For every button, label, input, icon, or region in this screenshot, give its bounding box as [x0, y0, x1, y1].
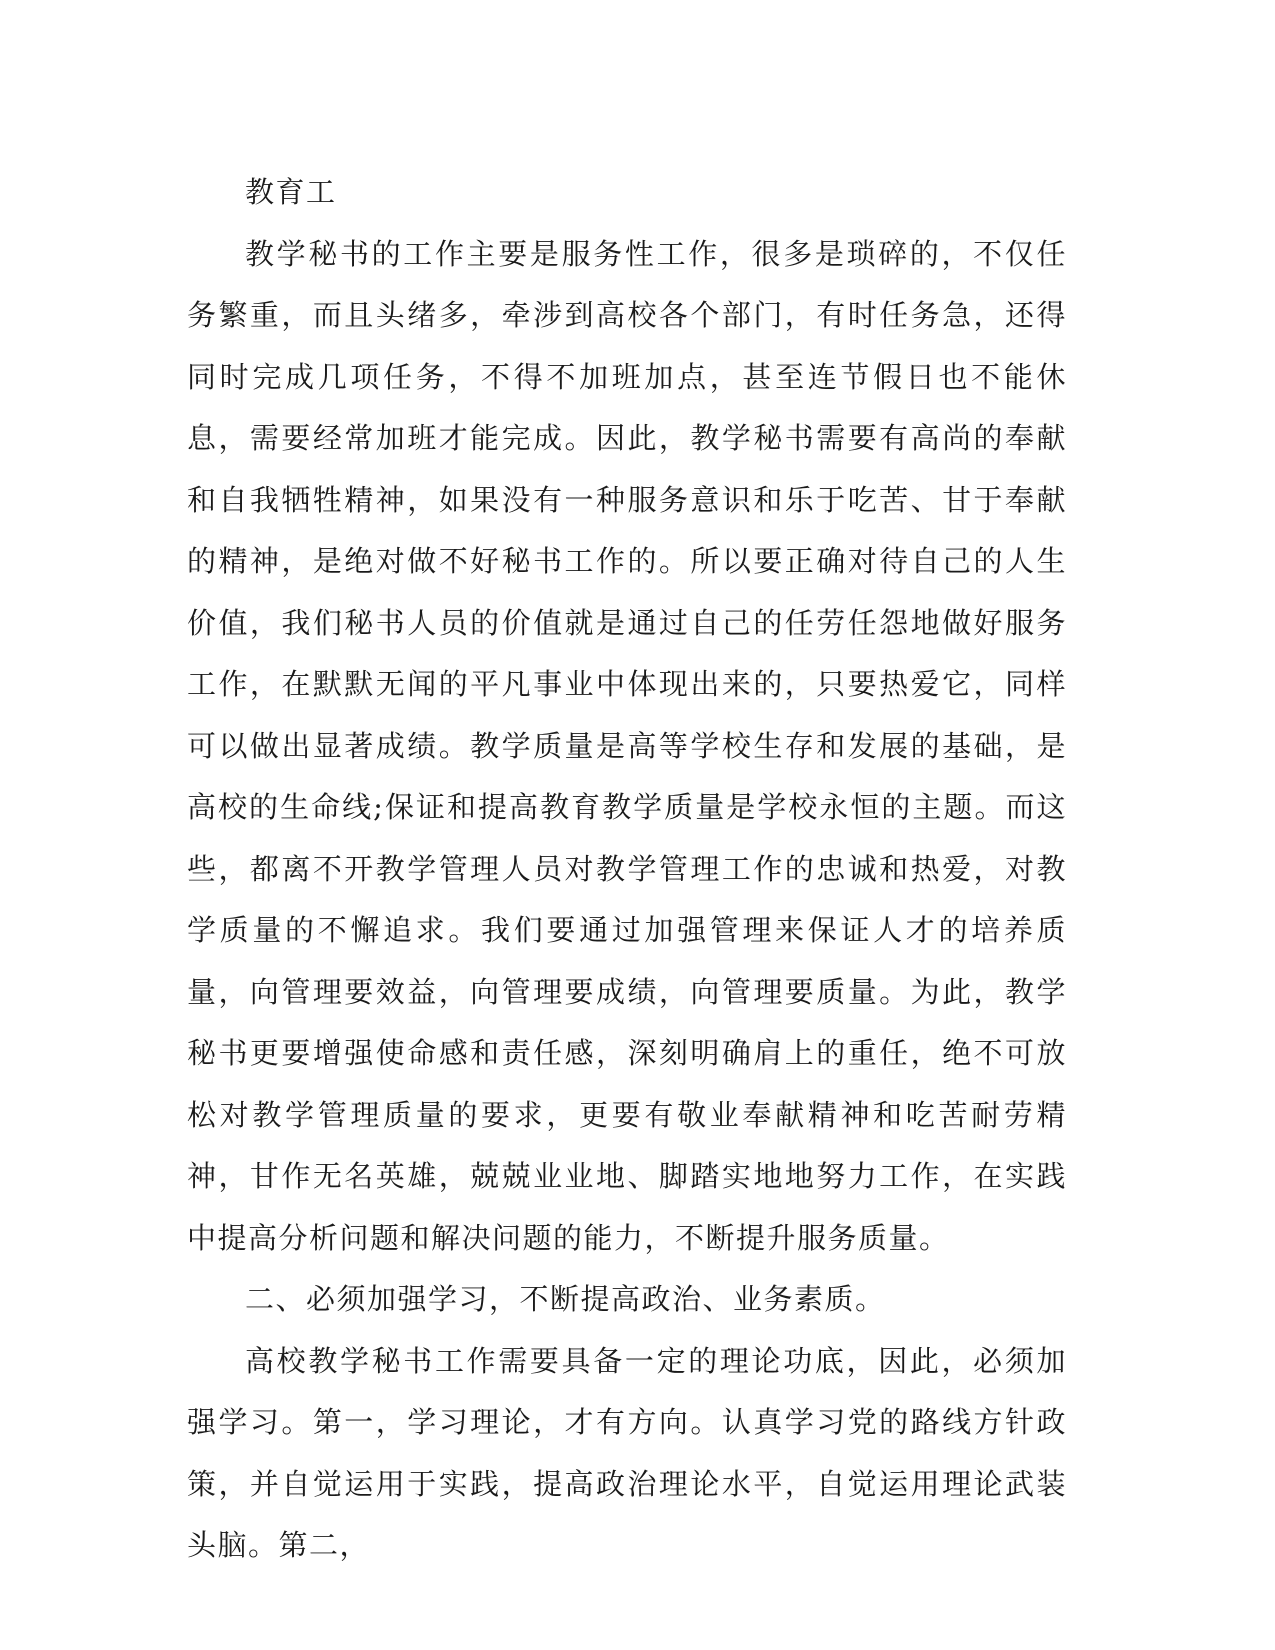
paragraph-heading-fragment: 教育工	[245, 175, 337, 209]
document-body	[187, 162, 1067, 1577]
section-heading-study: 二、必须加强学习，不断提高政治、业务素质。	[245, 1282, 886, 1316]
paragraph-study-theory: 高校教学秘书工作需要具备一定的理论功底，因此，必须加强学习。第一，学习理论，才有方向。认真学习党的路线方针政策，并自觉运用于实践，提高政治理论水平，自觉运用理论武装头脑。第二，	[187, 1343, 1067, 1562]
paragraph-service-work: 教学秘书的工作主要是服务性工作，很多是琐碎的，不仅任务繁重，而且头绪多，牵涉到高校各个部门，有时任务急，还得同时完成几项任务，不得不加班加点，甚至连节假日也不能休息，需要经常加班才能完成。因此，教学秘书需要有高尚的奉献和自我牺牲精神，如果没有一种服务意识和乐于吃苦、甘于奉献的精神，是绝对做不好秘书工作的。所以要正确对待自己的人生价值，我们秘书人员的价值就是通过自己的任劳任怨地做好服务工作，在默默无闻的平凡事业中体现出来的，只要热爱它，同样可以做出显著成绩。教学质量是高等学校生存和发展的基础，是高校的生命线;保证和提高教育教学质量是学校永恒的主题。而这些，都离不开教学管理人员对教学管理工作的忠诚和热爱，对教学质量的不懈追求。我们要通过加强管理来保证人才的培养质量，向管理要效益，向管理要成绩，向管理要质量。为此，教学秘书更要增强使命感和责任感，深刻明确肩上的重任，绝不可放松对教学管理质量的要求，更要有敬业奉献精神和吃苦耐劳精神，甘作无名英雄，兢兢业业地、脚踏实地地努力工作，在实践中提高分析问题和解决问题的能力，不断提升服务质量。	[187, 236, 1067, 1255]
